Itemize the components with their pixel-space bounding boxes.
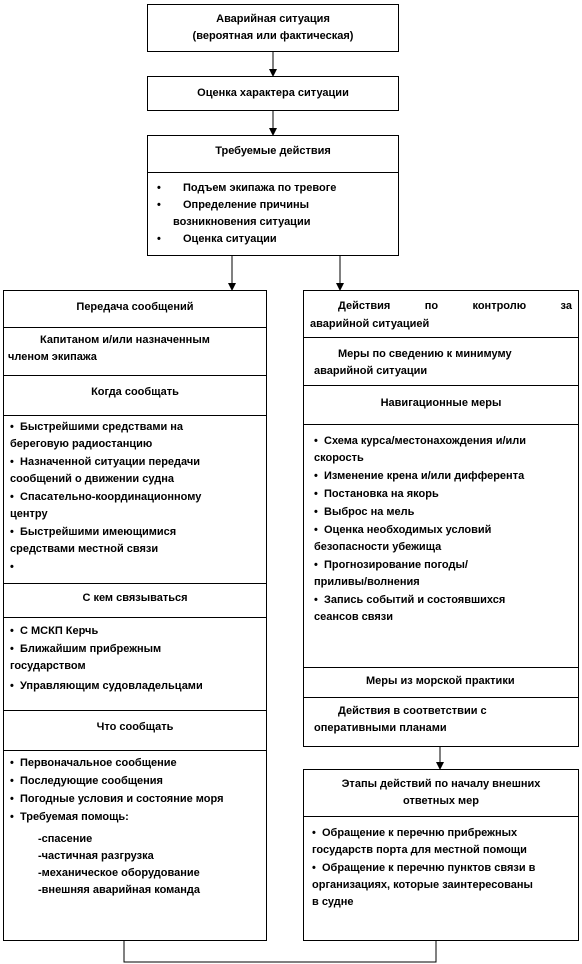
list-item: • Схема курса/местонахождения и/или скорость [314, 435, 527, 464]
emergency-control-box [303, 290, 579, 747]
bullet-icon: • [10, 421, 14, 433]
bullet-icon: • [312, 862, 316, 874]
required-actions-title: Требуемые действия [215, 145, 331, 157]
list-item: • Первоначальное сообщение [10, 755, 262, 772]
emergency-control-title: Действия по контролю за [338, 300, 572, 312]
list-item: • Прогнозирование погоды/ приливы/волнения [314, 559, 468, 588]
bullet-icon: • [314, 506, 318, 518]
list-item: • Спасательно-координационному центру [10, 491, 202, 520]
bullet-icon: • [10, 625, 14, 637]
minimize-section: Меры по сведению к минимуму аварийной ситуации [304, 337, 578, 385]
bullet-icon: • [157, 233, 161, 245]
list-item: • Ближайшим прибрежным государством [10, 643, 162, 672]
list-item: • Оценка ситуации [157, 231, 387, 248]
help-item: -частичная разгрузка [38, 850, 154, 862]
bullet-icon: • [314, 488, 318, 500]
assessment-label: Оценка характера ситуации [197, 87, 349, 99]
bullet-icon: • [10, 643, 14, 655]
help-sublist [12, 831, 200, 899]
nav-title: Навигационные меры [380, 397, 502, 409]
stages-list [312, 825, 574, 911]
list-item: • Назначенной ситуации передачи сообщений о движении судна [10, 456, 201, 485]
bullet-icon: • [10, 491, 14, 503]
list-item: • Оценка необходимых условий безопасности убежища [314, 524, 492, 553]
bullet-icon: • [312, 827, 316, 839]
whom-title: С кем связываться [82, 592, 188, 604]
stages-box [303, 769, 579, 941]
help-item: -механическое оборудование [38, 867, 200, 879]
whom-section [4, 617, 266, 710]
when-header [4, 375, 266, 415]
bullet-icon: • [10, 680, 14, 692]
emergency-title: Аварийная ситуация [216, 13, 330, 25]
list-item: • Определение причины возникновения ситуации [157, 199, 311, 228]
list-item: • Подъем экипажа по тревоге [157, 180, 387, 197]
assessment-box [147, 76, 399, 111]
when-title: Когда сообщать [91, 386, 179, 398]
required-actions-box [147, 135, 399, 256]
stages-title-line1: Этапы действий по началу внешних [341, 778, 541, 790]
emergency-control-header [304, 291, 578, 337]
bullet-icon: • [10, 793, 14, 805]
whom-header [4, 583, 266, 617]
list-item: • Обращение к перечню пунктов связи в организациях, которые заинтересованы в судне [312, 862, 536, 908]
bullet-icon: • [10, 456, 14, 468]
when-list [10, 419, 262, 573]
list-item: • Управляющим судовладельцами [10, 678, 262, 695]
list-item: • Постановка на якорь [314, 486, 576, 503]
bullet-icon: • [10, 775, 14, 787]
required-actions-header [148, 136, 398, 172]
emergency-control-title-line2: аварийной ситуацией [310, 318, 430, 330]
help-item: -внешняя аварийная команда [38, 884, 201, 896]
message-transmission-box [3, 290, 267, 941]
list-item: • Обращение к перечню прибрежных государств порта для местной помощи [312, 827, 527, 856]
bottom-connector [124, 940, 436, 962]
what-section [4, 750, 266, 940]
bullet-icon: • [10, 526, 14, 538]
bullet-icon: • [314, 470, 318, 482]
bullet-icon: • [10, 561, 14, 573]
stages-header [304, 770, 578, 816]
message-transmission-header [4, 291, 266, 327]
list-item: • Быстрейшими средствами на береговую радиостанцию [10, 421, 184, 450]
list-item: • Требуемая помощь: [10, 809, 262, 826]
emergency-subtitle: (вероятная или фактическая) [192, 30, 354, 42]
bullet-icon: • [314, 559, 318, 571]
what-header [4, 710, 266, 750]
list-item: • Запись событий и состоявшихся сеансов связи [314, 594, 506, 623]
bullet-icon: • [157, 182, 161, 194]
by-whom-section: Капитаном и/или назначенным членом экипажа [4, 327, 266, 375]
required-actions-body [148, 172, 398, 256]
bullet-icon: • [314, 524, 318, 536]
message-transmission-title: Передача сообщений [76, 301, 194, 313]
bullet-icon: • [157, 199, 161, 211]
stages-title-line2: ответных мер [403, 795, 479, 807]
when-section [4, 415, 266, 583]
list-item: • Погодные условия и состояние моря [10, 791, 262, 808]
what-list [10, 755, 262, 826]
marine-title: Меры из морской практики [366, 675, 515, 687]
bullet-icon: • [314, 435, 318, 447]
list-item: • Выброс на мель [314, 504, 576, 521]
nav-list [314, 433, 576, 626]
list-item: • Быстрейшими имеющимися средствами местной связи [10, 526, 177, 555]
bullet-icon: • [314, 594, 318, 606]
emergency-box [147, 4, 399, 52]
marine-header [304, 667, 578, 697]
nav-section [304, 424, 578, 667]
required-actions-list [157, 180, 387, 248]
nav-header [304, 385, 578, 424]
marine-section: Действия в соответствии с оперативными планами [304, 697, 578, 746]
list-item: • Последующие сообщения [10, 773, 262, 790]
list-item: • С МСКП Керчь [10, 623, 262, 640]
whom-list [10, 623, 262, 695]
stages-section [304, 816, 578, 940]
what-title: Что сообщать [96, 721, 174, 733]
list-item: • Изменение крена и/или дифферента [314, 468, 576, 485]
bullet-icon: • [10, 757, 14, 769]
help-item: -спасение [38, 833, 93, 845]
bullet-icon: • [10, 811, 14, 823]
